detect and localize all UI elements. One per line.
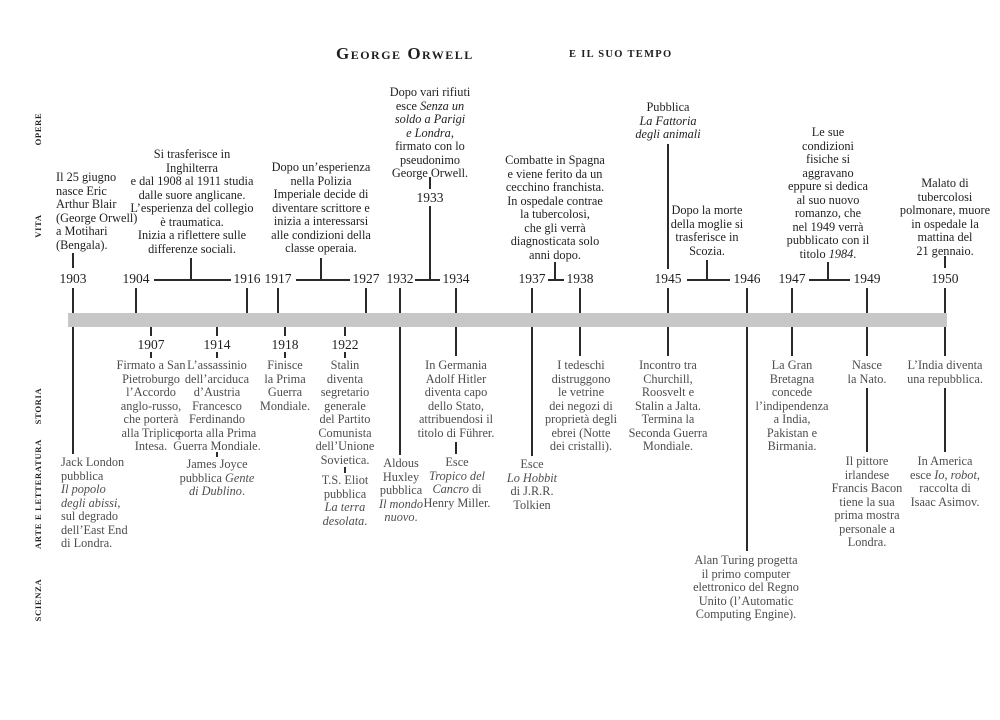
event-arte-1914: James Joyce pubblica Gente di Dublino. bbox=[179, 457, 255, 498]
timeline-bar bbox=[68, 313, 947, 327]
line-1938-storia bbox=[579, 327, 581, 356]
line-1949-arte bbox=[866, 388, 868, 452]
year-1927: 1927 bbox=[352, 271, 380, 286]
line-1949-bar bbox=[866, 288, 868, 313]
line-1903-bar bbox=[72, 288, 74, 313]
event-storia-1907: Firmato a San Pietroburgo l’Accordo anglo-russo, che porterà alla Triplice Intesa. bbox=[116, 358, 186, 453]
event-vita-1937-1938: Combatte in Spagna e viene ferito da un cecchino franchista. In ospedale contrae la tubercolosi, che gli verrà diagnosticata solo anni dopo. bbox=[505, 153, 605, 262]
year-1949: 1949 bbox=[853, 271, 881, 286]
line-1934-storia bbox=[455, 327, 457, 356]
year-1934: 1934 bbox=[442, 271, 470, 286]
stub-vita1947 bbox=[827, 262, 829, 281]
tick-bar-1907 bbox=[150, 327, 152, 336]
stub-opere1933-lower bbox=[429, 206, 431, 281]
event-storia-1950: L’India diventa una repubblica. bbox=[907, 358, 983, 386]
connector-1947-1949 bbox=[809, 279, 850, 281]
event-storia-1949: Nasce la Nato. bbox=[847, 358, 887, 386]
year-1916: 1916 bbox=[233, 271, 261, 286]
year-1918: 1918 bbox=[271, 337, 299, 352]
page-subtitle: E IL SUO TEMPO bbox=[569, 49, 673, 60]
event-arte-1949: Il pittore irlandese Francis Bacon tiene la sua prima mostra personale a Londra. bbox=[831, 454, 903, 549]
line-1947-bar bbox=[791, 288, 793, 313]
stub-vita1903 bbox=[72, 253, 74, 268]
line-1950-arte bbox=[944, 388, 946, 452]
event-vita-1903: Il 25 giugno nasce Eric Arthur Blair (George Orwell) a Motihari (Bengala). bbox=[56, 170, 138, 252]
event-opere-1933: Dopo vari rifiuti esce Senza un soldo a Parigi e Londra, firmato con lo pseudonimo George Orwell. bbox=[389, 85, 471, 180]
year-1950: 1950 bbox=[931, 271, 959, 286]
year-1946: 1946 bbox=[733, 271, 761, 286]
stub-vita1917 bbox=[320, 258, 322, 281]
event-storia-1947: La Gran Bretagna concede l’indipendenza a India, Pakistan e Birmania. bbox=[755, 358, 829, 453]
event-arte-1950: In America esce Io, robot, raccolta di Isaac Asimov. bbox=[910, 454, 980, 509]
year-1914: 1914 bbox=[203, 337, 231, 352]
page-title: George Orwell bbox=[336, 44, 474, 63]
event-storia-1934: In Germania Adolf Hitler diventa capo dello Stato, attribuendosi il titolo di Führer. bbox=[417, 358, 495, 440]
event-storia-1938: I tedeschi distruggono le vetrine dei negozi di proprietà degli ebrei (Notte dei cristalli). bbox=[544, 358, 618, 453]
event-storia-1914: L’assassinio dell’arciduca d’Austria Francesco Ferdinando porta alla Prima Guerra Mondiale. bbox=[173, 358, 261, 453]
stub-vita1904 bbox=[190, 258, 192, 281]
event-vita-1945-1946: Dopo la morte della moglie si trasferisce in Scozia. bbox=[670, 203, 744, 258]
row-label-scienza: SCIENZA bbox=[33, 578, 43, 622]
year-1947: 1947 bbox=[778, 271, 806, 286]
event-opere-1945: Pubblica La Fattoria degli animali bbox=[635, 100, 701, 141]
event-storia-1918: Finisce la Prima Guerra Mondiale. bbox=[259, 358, 311, 413]
year-1937: 1937 bbox=[518, 271, 546, 286]
line-1945-bar bbox=[667, 288, 669, 313]
line-1903-arte bbox=[72, 327, 74, 454]
line-1946-bar bbox=[746, 288, 748, 313]
connector-1945-1946 bbox=[687, 279, 730, 281]
year-1907: 1907 bbox=[137, 337, 165, 352]
year-1917: 1917 bbox=[264, 271, 292, 286]
line-1932-bar bbox=[399, 288, 401, 313]
line-1937-bar bbox=[531, 288, 533, 313]
event-arte-1903: Jack London pubblica Il popolo degli abissi, sul degrado dell’East End di Londra. bbox=[61, 455, 128, 550]
year-1945: 1945 bbox=[654, 271, 682, 286]
connector-1917-1927 bbox=[296, 279, 350, 281]
line-1949-storia bbox=[866, 327, 868, 356]
connector-1937-1938 bbox=[548, 279, 564, 281]
stub-vita1937 bbox=[554, 262, 556, 281]
year-1932: 1932 bbox=[386, 271, 414, 286]
line-1947-storia bbox=[791, 327, 793, 356]
tick-1934-arte bbox=[455, 442, 457, 454]
event-vita-1917-1927: Dopo un’esperienza nella Polizia Imperiale decide di diventare scrittore e inizia a interessarsi alle condizioni della classe operaia. bbox=[271, 160, 371, 255]
connector-1932-1934 bbox=[415, 279, 440, 281]
event-arte-1937: Esce Lo Hobbit di J.R.R. Tolkien bbox=[506, 457, 558, 512]
line-1938-bar bbox=[579, 288, 581, 313]
line-1916-bar bbox=[246, 288, 248, 313]
event-arte-1934: Esce Tropico del Cancro di Henry Miller. bbox=[423, 455, 491, 510]
event-arte-1922: T.S. Eliot pubblica La terra desolata. bbox=[321, 473, 369, 528]
line-1950-storia bbox=[944, 327, 946, 356]
line-1950-bar bbox=[944, 288, 946, 313]
event-arte-1932: Aldous Huxley pubblica Il mondo nuovo. bbox=[378, 456, 424, 524]
event-vita-1904-1916: Si trasferisce in Inghilterra e dal 1908 al 1911 studia dalle suore anglicane. L’esperienza del collegio è traumatica. Inizia a riflettere sulle differenze sociali. bbox=[130, 147, 254, 256]
event-storia-1945: Incontro tra Churchill, Roosvelt e Stalin a Jalta. Termina la Seconda Guerra Mondiale. bbox=[628, 358, 708, 453]
year-1933: 1933 bbox=[416, 190, 444, 205]
line-1945-storia bbox=[667, 327, 669, 356]
row-label-vita: VITA bbox=[33, 214, 43, 238]
line-1904-bar bbox=[135, 288, 137, 313]
line-1934-bar bbox=[455, 288, 457, 313]
line-1927-bar bbox=[365, 288, 367, 313]
row-label-storia: STORIA bbox=[33, 387, 43, 425]
stub-vita1945 bbox=[706, 260, 708, 281]
event-vita-1947-1949: Le sue condizioni fisiche si aggravano eppure si dedica al suo nuovo romanzo, che nel 1949 verrà pubblicato con il titolo 1984. bbox=[786, 125, 870, 261]
year-1922: 1922 bbox=[331, 337, 359, 352]
row-label-arte: ARTE E LETTERATURA bbox=[33, 439, 43, 549]
event-storia-1922: Stalin diventa segretario generale del Partito Comunista dell’Unione Sovietica. bbox=[315, 358, 375, 467]
tick-bar-1914 bbox=[216, 327, 218, 336]
row-label-opere: OPERE bbox=[33, 112, 43, 146]
tick-bar-1922 bbox=[344, 327, 346, 336]
line-1917-bar bbox=[277, 288, 279, 313]
tick-bar-1918 bbox=[284, 327, 286, 336]
connector-1904-1916 bbox=[154, 279, 231, 281]
event-scienza-1946: Alan Turing progetta il primo computer elettronico del Regno Unito (l’Automatic Computing Engine). bbox=[693, 553, 799, 621]
year-1904: 1904 bbox=[122, 271, 150, 286]
year-1903: 1903 bbox=[59, 271, 87, 286]
event-vita-1950: Malato di tubercolosi polmonare, muore in ospedale la mattina del 21 gennaio. bbox=[899, 176, 991, 258]
year-1938: 1938 bbox=[566, 271, 594, 286]
